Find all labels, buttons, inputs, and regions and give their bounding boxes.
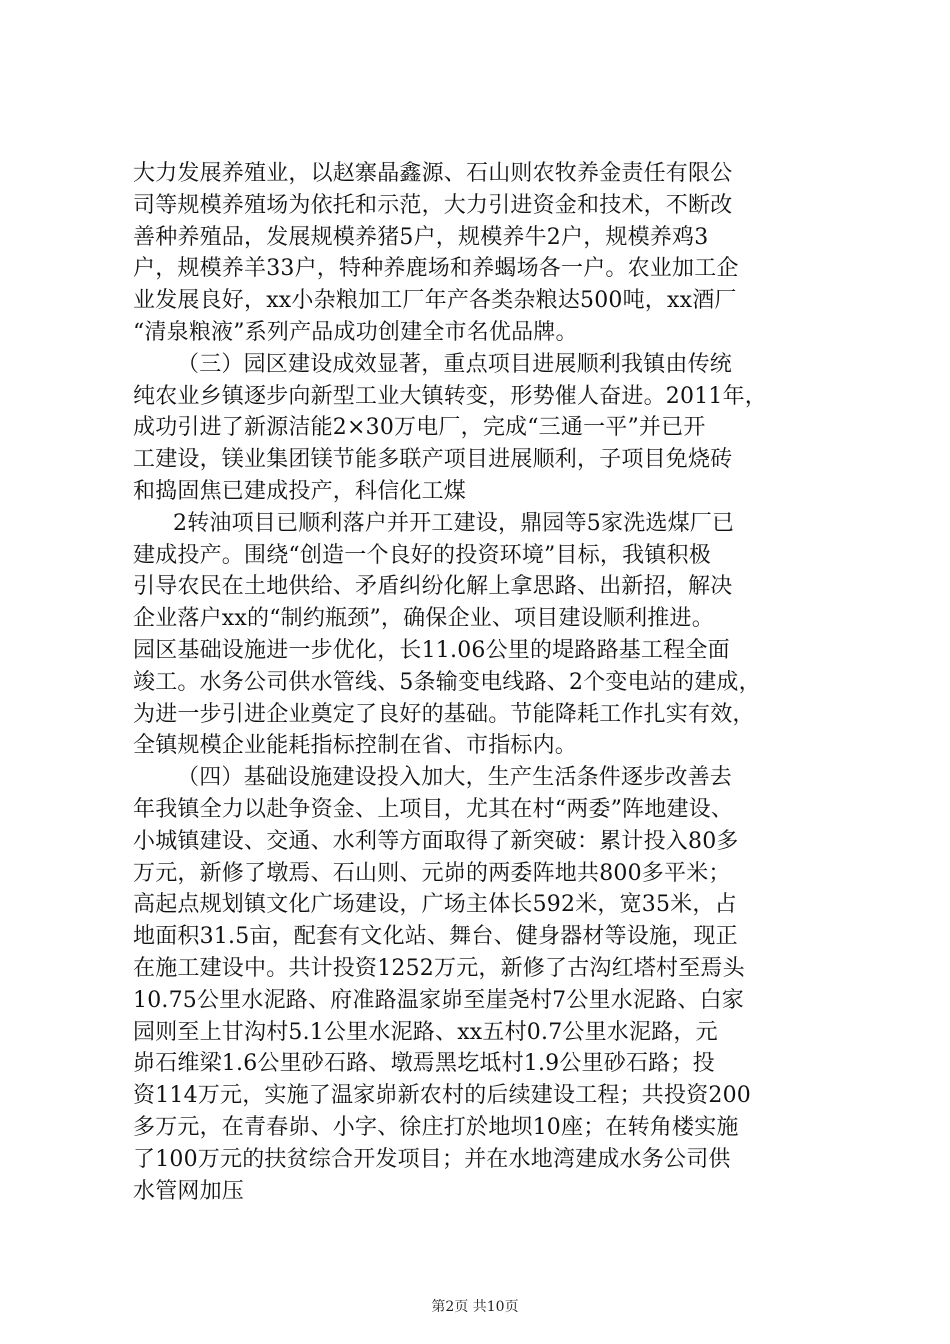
- body-text: [133, 158, 833, 1207]
- text-line: 高起点规划镇文化广场建设，广场主体长592米，宽35米，占: [133, 892, 737, 918]
- text-line: 小城镇建设、交通、水利等方面取得了新突破：累计投入80多: [133, 828, 739, 854]
- text-line: 企业落户xx的“制约瓶颈”，确保企业、项目建设顺利推进。: [133, 606, 714, 632]
- text-line: 在施工建设中。共计投资1252万元，新修了古沟红塔村至焉头: [133, 955, 745, 981]
- text-line: 峁石维梁1.6公里砂石路、墩焉黑圪坻村1.9公里砂石路；投: [133, 1051, 715, 1077]
- text-line: 户，规模养羊33户，特种养鹿场和养蝎场各一户。农业加工企: [133, 256, 739, 282]
- text-line: “清泉粮液”系列产品成功创建全市名优品牌。: [133, 319, 578, 345]
- text-line: 成功引进了新源洁能2×30万电厂，完成“三通一平”并已开: [133, 415, 706, 441]
- text-line: 善种养殖品，发展规模养猪5户，规模养牛2户，规模养鸡3: [133, 224, 709, 250]
- text-line: 了100万元的扶贫综合开发项目；并在水地湾建成水务公司供: [133, 1146, 731, 1172]
- text-line: （四）基础设施建设投入加大，生产生活条件逐步改善去: [177, 765, 733, 791]
- text-line: 资114万元，实施了温家峁新农村的后续建设工程；共投资200: [133, 1083, 751, 1109]
- page-number-footer: 第2页 共10页: [431, 1299, 519, 1315]
- text-line: 10.75公里水泥路、府准路温家峁至崖尧村7公里水泥路、白家: [133, 987, 744, 1013]
- text-line: （三）园区建设成效显著，重点项目进展顺利我镇由传统: [177, 351, 733, 377]
- text-line: 大力发展养殖业，以赵寨晶鑫源、石山则农牧养金责任有限公: [133, 161, 733, 186]
- text-line: 纯农业乡镇逐步向新型工业大镇转变，形势催人奋进。2011年，: [133, 383, 767, 409]
- text-line: 引导农民在土地供给、矛盾纠纷化解上拿思路、出新招，解决: [133, 574, 733, 600]
- text-line: 万元，新修了墩焉、石山则、元峁的两委阵地共800多平米；: [133, 860, 731, 886]
- text-line: 多万元，在青春峁、小字、徐庄打於地坝10座；在转角楼实施: [133, 1114, 739, 1140]
- text-line: 全镇规模企业能耗指标控制在省、市指标内。: [133, 733, 578, 759]
- text-line: 2转油项目已顺利落户并开工建设，鼎园等5家洗选煤厂已: [173, 510, 735, 536]
- text-line: 工建设，镁业集团镁节能多联产项目进展顺利，子项目免烧砖: [133, 447, 733, 473]
- text-line: 园区基础设施进一步优化，长11.06公里的堤路路基工程全面: [133, 637, 730, 663]
- text-line: 水管网加压: [133, 1178, 245, 1204]
- text-line: 建成投产。围绕“创造一个良好的投资环境”目标，我镇积极: [133, 542, 711, 568]
- text-line: 竣工。水务公司供水管线、5条输变电线路、2个变电站的建成，: [133, 669, 761, 695]
- text-line: 为进一步引进企业奠定了良好的基础。节能降耗工作扎实有效，: [133, 701, 755, 727]
- text-line: 业发展良好，xx小杂粮加工厂年产各类杂粮达500吨，xx酒厂: [133, 288, 737, 314]
- text-line: 地面积31.5亩，配套有文化站、舞台、健身器材等设施，现正: [133, 924, 738, 950]
- text-line: 司等规模养殖场为依托和示范，大力引进资金和技术，不断改: [133, 192, 733, 218]
- text-line: 和捣固焦已建成投产，科信化工煤: [133, 478, 467, 504]
- text-line: 年我镇全力以赴争资金、上项目，尤其在村“两委”阵地建设、: [133, 796, 734, 822]
- text-line: 园则至上甘沟村5.1公里水泥路、xx五村0.7公里水泥路，元: [133, 1019, 718, 1045]
